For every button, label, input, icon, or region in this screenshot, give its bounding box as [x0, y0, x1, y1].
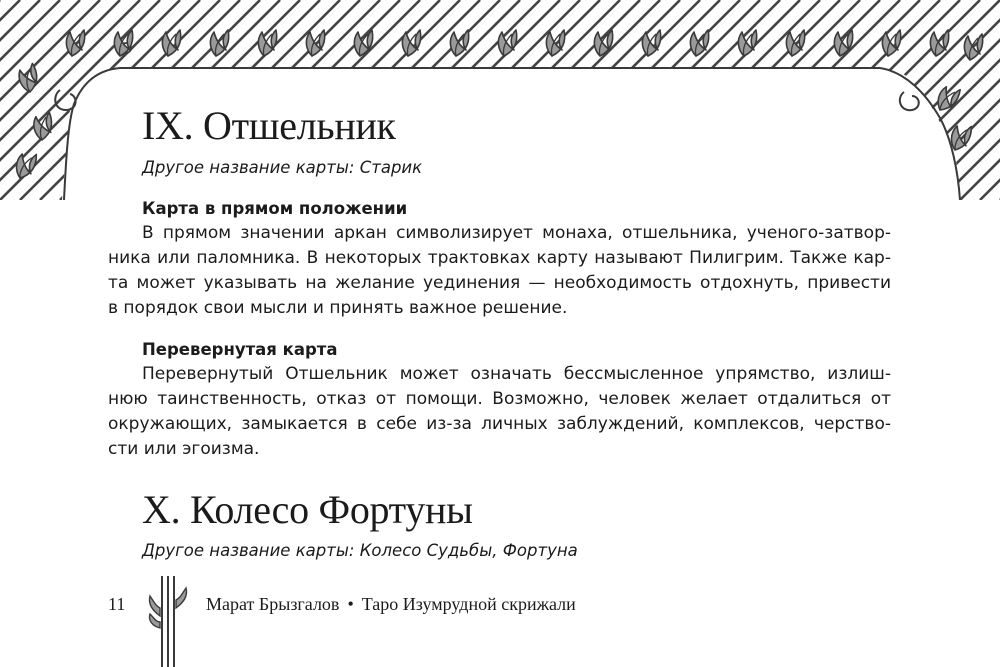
leaf-icon — [834, 30, 852, 56]
ribbon-stripe — [840, 0, 1000, 200]
paragraph-line: та может указывать на желание уединения — необходимость отдохнуть, привести — [108, 273, 891, 293]
reversed-heading: Перевернутая карта — [142, 340, 338, 359]
leaf-icon — [450, 30, 468, 56]
leaf-icon — [930, 30, 948, 56]
leaf-icon — [306, 30, 324, 56]
paragraph-line: окружающих, замыкается в себе из-за личных заблуждений, комплексов, черство- — [108, 414, 891, 434]
leaf-icon — [546, 30, 564, 56]
running-footer — [206, 594, 576, 615]
reversed-paragraph — [108, 362, 891, 462]
book-title: Таро Изумрудной скрижали — [361, 594, 576, 614]
leaf-icon — [210, 30, 228, 56]
leaf-icon — [354, 30, 372, 56]
leaf-icon — [16, 63, 42, 94]
column-ornament-icon — [140, 576, 200, 667]
paragraph-line: в порядок свои мысли и принять важное решение. — [108, 298, 568, 318]
leaf-icon — [162, 30, 180, 56]
leaf-icon — [402, 30, 420, 56]
page-number: 11 — [108, 594, 126, 614]
upright-paragraph — [108, 221, 891, 321]
paragraph-line: В прямом значении аркан символизирует монаха, отшельника, ученого-затвор- — [142, 223, 891, 243]
author-name: Марат Брызгалов — [206, 594, 340, 614]
leaf-icon — [642, 30, 660, 56]
paragraph-line: Перевернутый Отшельник может означать бессмысленное упрямство, излиш- — [142, 364, 891, 384]
paragraph-line: сти или эгоизма. — [108, 439, 260, 459]
section-title: IX. Отшельник — [142, 103, 396, 148]
leaf-icon — [786, 30, 804, 56]
section-title: X. Колесо Фортуны — [142, 487, 473, 532]
alternate-name: Другое название карты: Старик — [142, 158, 423, 177]
paragraph-line: нюю таинственность, отказ от помощи. Возможно, человек желает отдалиться от — [108, 389, 891, 409]
leaf-icon — [935, 84, 961, 115]
leaf-icon — [882, 30, 900, 56]
leaf-icon — [594, 30, 612, 56]
leaf-icon — [66, 30, 84, 56]
footer-separator: • — [347, 594, 354, 614]
leaf-icon — [690, 30, 708, 56]
paragraph-line: ника или паломника. В некоторых трактовках карту называют Пилигрим. Также кар- — [108, 248, 891, 268]
alternate-name: Другое название карты: Колесо Судьбы, Фортуна — [142, 541, 578, 560]
upright-heading: Карта в прямом положении — [142, 199, 408, 218]
leaf-icon — [964, 34, 982, 60]
